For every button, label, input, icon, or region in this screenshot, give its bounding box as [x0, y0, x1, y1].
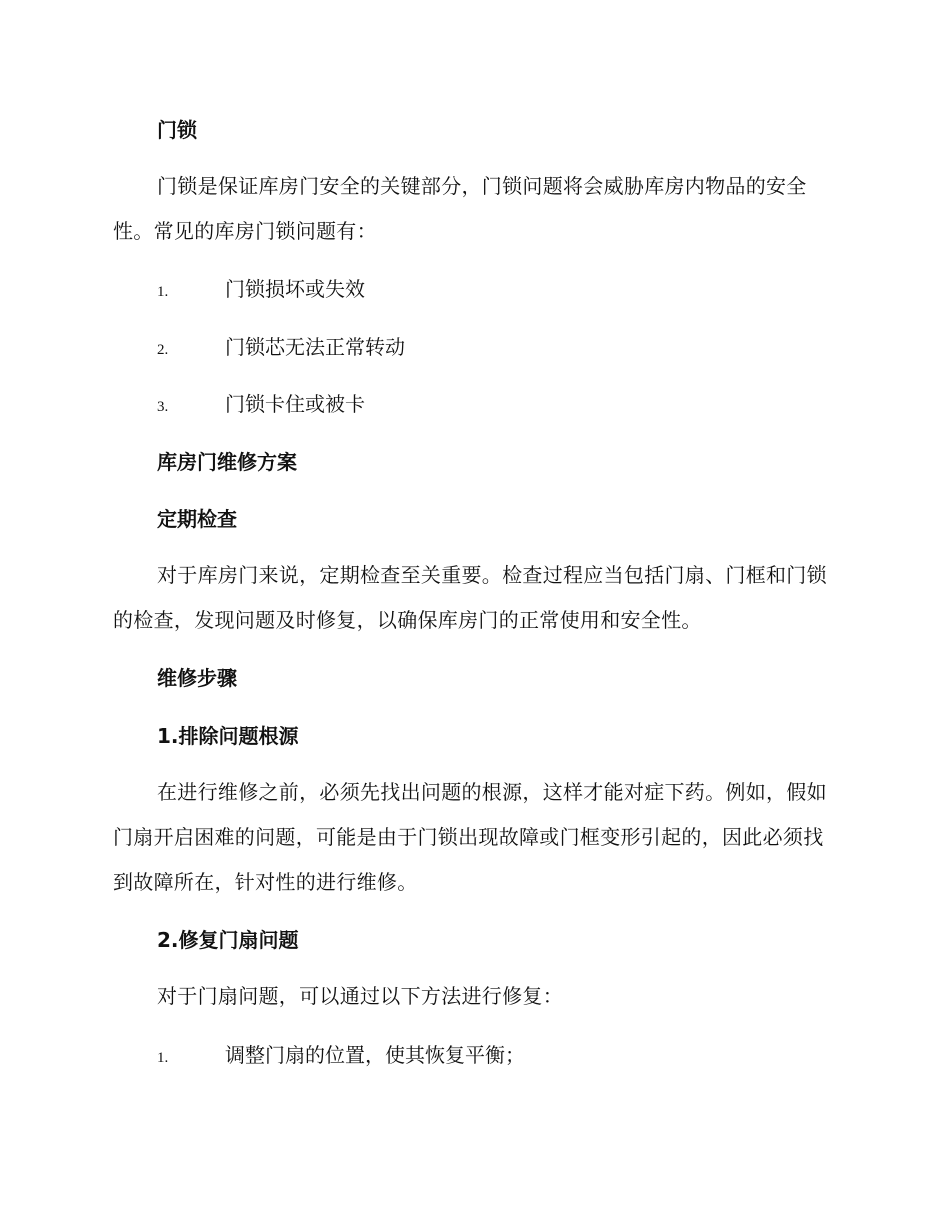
list-item [157, 1041, 837, 1072]
section-heading-step1: 1.排除问题根源 [157, 724, 299, 748]
list-item [157, 333, 837, 364]
paragraph-lock-intro: 门锁是保证库房门安全的关键部分，门锁问题将会威胁库房内物品的安全性。常见的库房门锁问题有： [113, 174, 807, 243]
list-item [157, 390, 837, 421]
list-text: 门锁卡住或被卡 [225, 392, 365, 416]
list-number: 1. [157, 1050, 169, 1066]
section-heading-step2: 2.修复门扇问题 [157, 928, 299, 952]
paragraph-regular-check: 对于库房门来说，定期检查至关重要。检查过程应当包括门扇、门框和门锁的检查，发现问题及时修复，以确保库房门的正常使用和安全性。 [113, 563, 827, 632]
paragraph-step2: 对于门扇问题，可以通过以下方法进行修复： [157, 984, 563, 1008]
list-number: 3. [157, 399, 169, 415]
list-number: 2. [157, 342, 169, 358]
section-heading-regular-check: 定期检查 [157, 507, 237, 531]
section-heading-repair-plan: 库房门维修方案 [157, 450, 297, 474]
list-text: 调整门扇的位置，使其恢复平衡； [225, 1043, 525, 1067]
list-text: 门锁损坏或失效 [225, 277, 365, 301]
paragraph-step1: 在进行维修之前，必须先找出问题的根源，这样才能对症下药。例如，假如门扇开启困难的问题，可能是由于门锁出现故障或门框变形引起的，因此必须找到故障所在，针对性的进行维修。 [113, 780, 827, 894]
list-number: 1. [157, 284, 169, 300]
section-heading-lock: 门锁 [157, 118, 197, 142]
section-heading-repair-steps: 维修步骤 [157, 666, 237, 690]
list-item [157, 275, 837, 306]
list-text: 门锁芯无法正常转动 [225, 335, 405, 359]
